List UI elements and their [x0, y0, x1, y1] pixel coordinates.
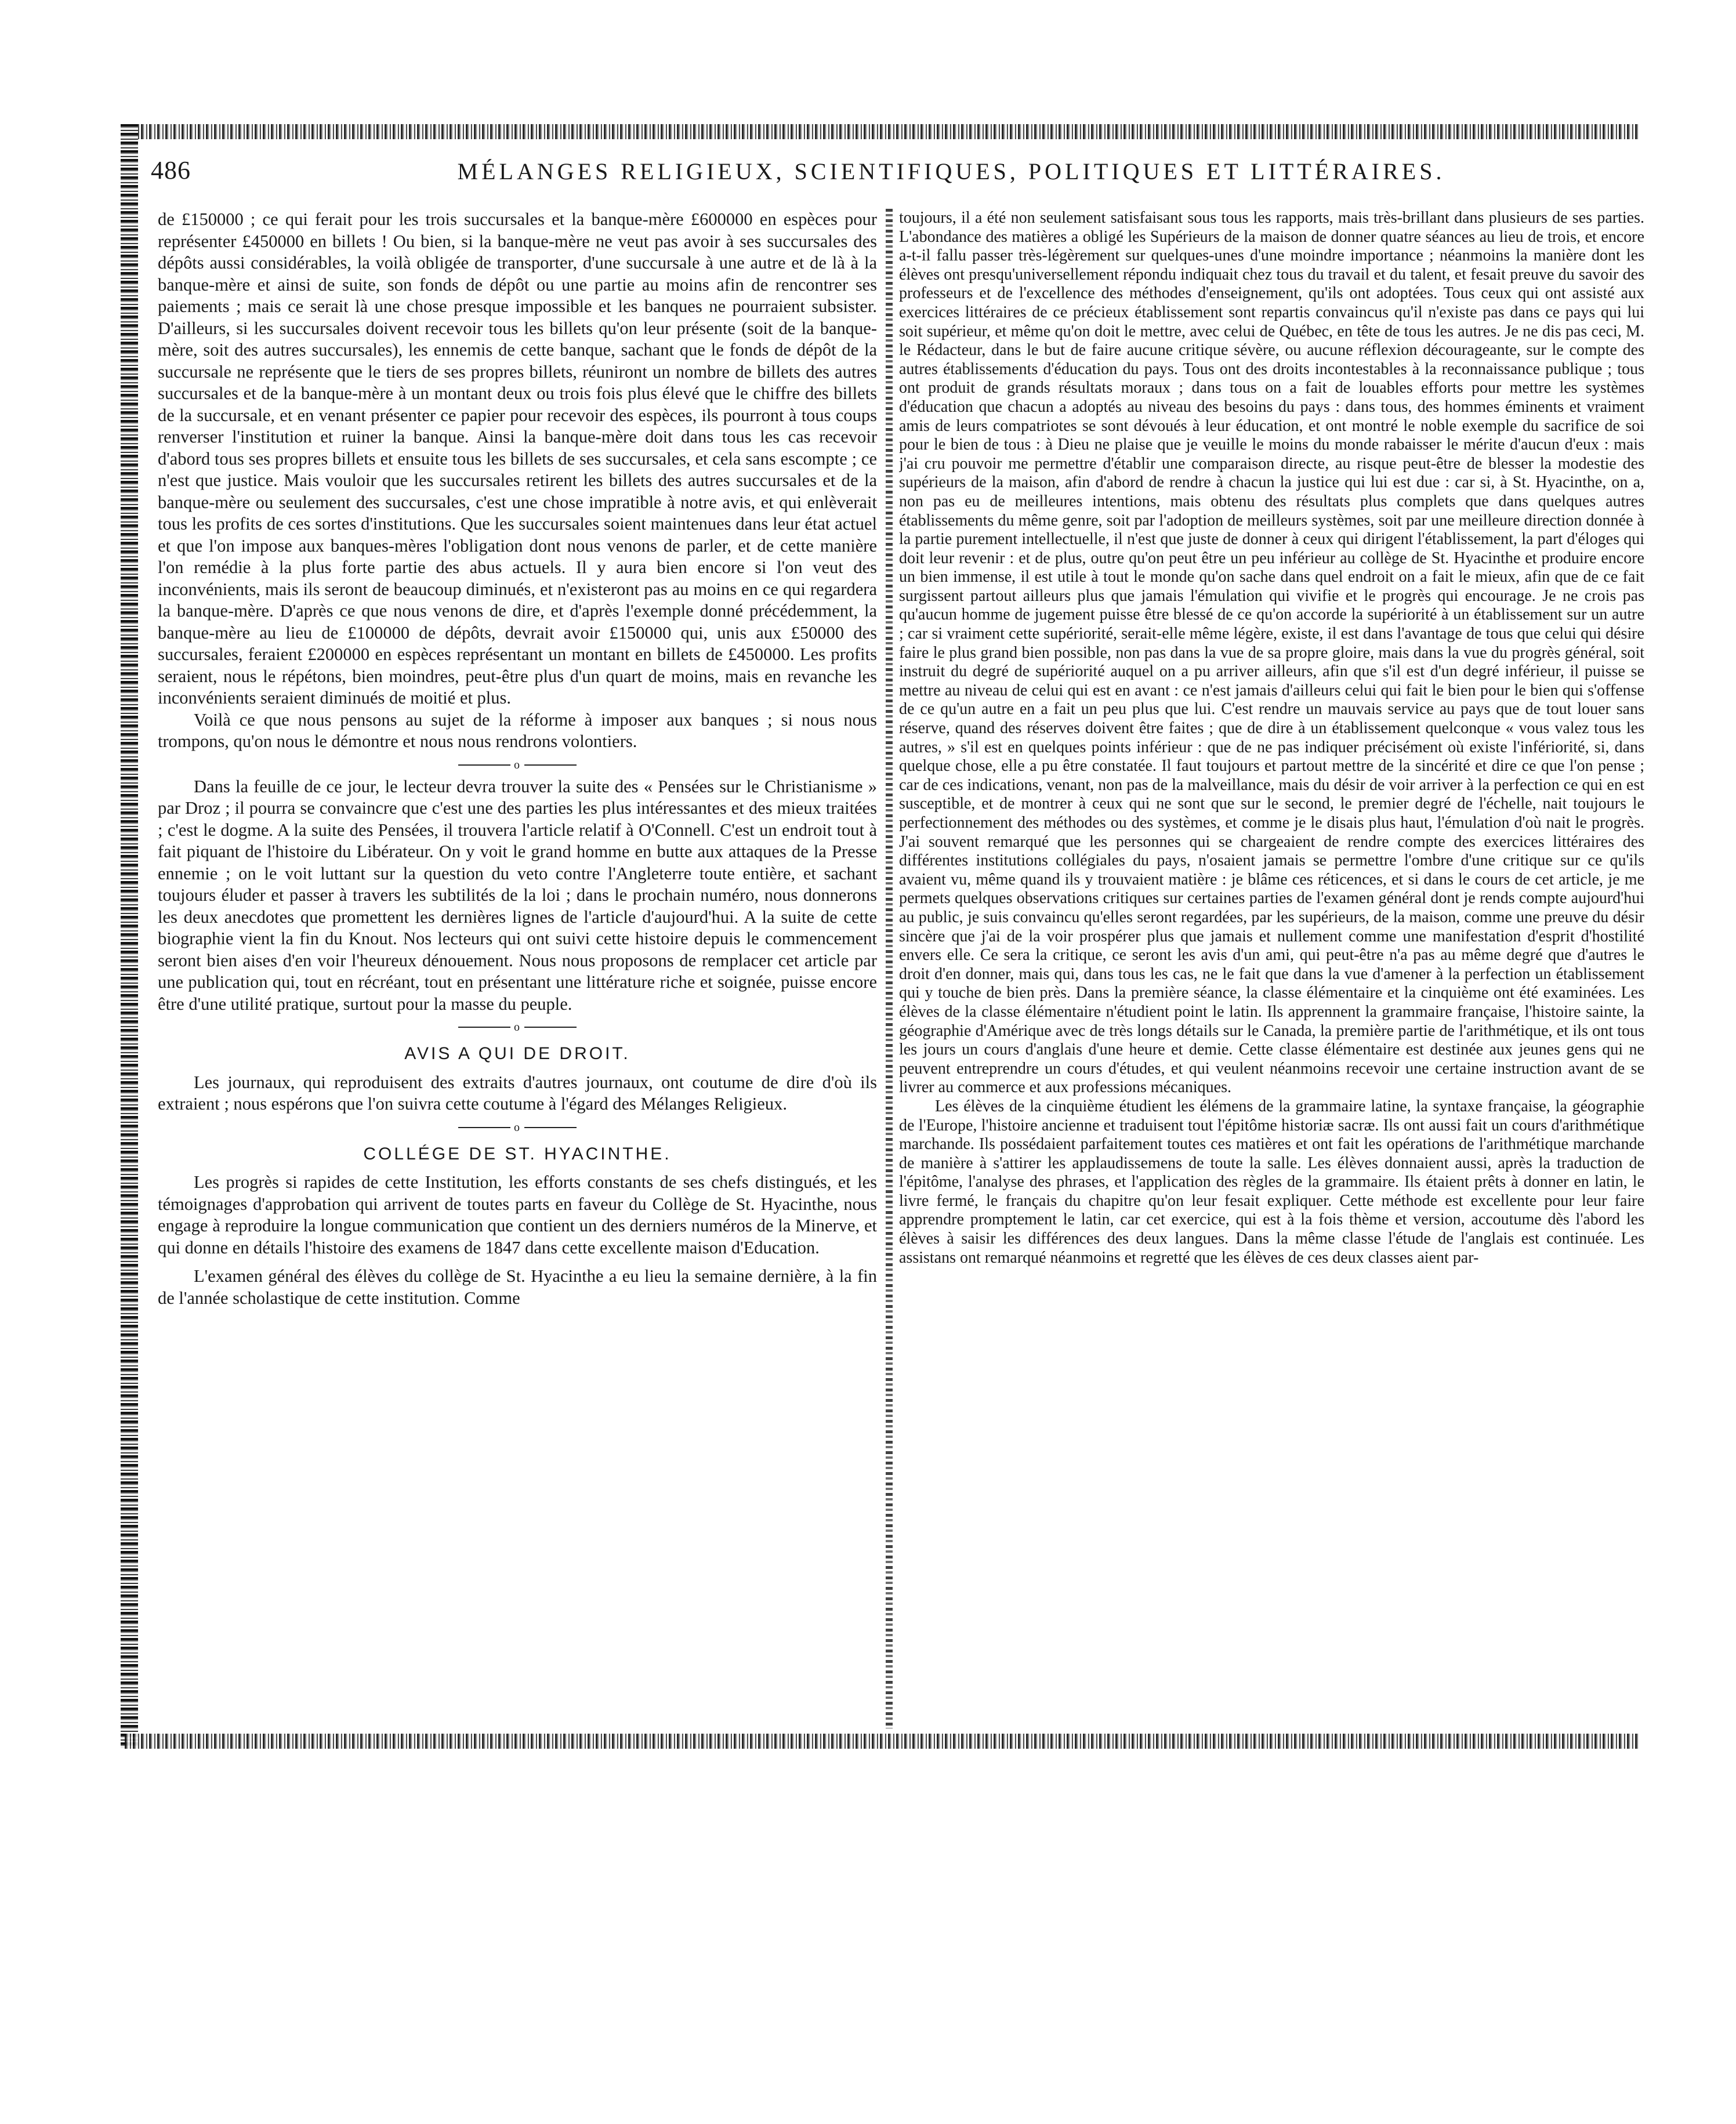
article-paragraph: Les élèves de la cinquième étudient les élémens de la grammaire latine, la syntaxe française, la géographie de l'Europe, l'histoire ancienne et traduisent tout l'épitôme historiæ sacræ. Ils ont aussi fait un cours d'arithmétique marchande. Ils possédaient parfaitement toutes ces matières et ont fait les opérations de l'arithmétique marchande de manière à s'attirer les applaudissemens de toute la salle. Les élèves donnaient aussi, après la traduction de l'épitôme, l'analyse des phrases, et l'application des règles de la grammaire. Ils étaient prêts à donner en latin, le livre fermé, le français du chapitre qu'on leur fesait expliquer. Cette méthode est excellente pour leur faire apprendre promptement le latin, car cet exercice, qui est à la fois thème et version, accoutume dès l'abord les élèves à saisir les différences des deux langues. Dans la même classe l'étude de l'anglais est continuée. Les assistans ont remarqué néanmoins et regretté que les élèves de ces deux classes aient par- — [899, 1097, 1644, 1267]
article-paragraph: de £150000 ; ce qui ferait pour les trois succursales et la banque-mère £600000 en espèces pour représenter £450000 en billets ! Ou bien, si la banque-mère ne veut pas avoir à ses succursales des dépôts aussi considérables, la voilà obligée de transporter, d'une succursale à une autre et de là à la banque-mère et ainsi de suite, son fonds de dépôt ou une partie au moins afin de rencontrer ses paiements ; mais ce serait là une chose presque impossible et les banques ne pourraient subsister. D'ailleurs, si les succursales doivent recevoir tous les billets qu'on leur présente (soit de la banque-mère, soit des autres succursales), les ennemis de cette banque, sachant que le fonds de dépôt de la succursale ne représente que le tiers de ses propres billets, réuniront un nombre de billets des autres succursales et de la banque-mère à un montant deux ou trois fois plus élevé que le chiffre des billets de la succursale, et en venant présenter ce papier pour recevoir des espèces, ils pourront à tous coups renverser l'institution et ruiner la banque. Ainsi la banque-mère doit dans tous les cas recevoir d'abord tous ses propres billets et ensuite tous les billets de ses succursales, et cela sans escompte ; ce n'est que justice. Mais vouloir que les succursales retirent les billets des autres succursales et de la banque-mère ou seulement des succursales, c'est une chose impratible à notre avis, et qui enlèverait tous les profits de ces sortes d'institutions. Que les succursales soient maintenues dans leur état actuel et que l'on impose aux banques-mères l'obligation dont nous venons de parler, et de cette manière l'on remédie à la plus forte partie des abus actuels. Il y aura bien encore si l'on veut des inconvénients, mais ils seront de beaucoup diminués, et n'existeront pas au moins en ce qui regardera la banque-mère. D'après ce que nous venons de dire, et d'après l'exemple donné précédemment, la banque-mère au lieu de £100000 de dépôts, devrait avoir £150000 qui, unis aux £50000 des succursales, feraient £200000 en espèces représentant un montant en billets de £450000. Les profits seraient, nous le répétons, bien moindres, peut-être plus d'un quart de moins, mais en revanche les inconvénients seraient diminués de moitié et plus. — [158, 209, 877, 708]
section-title-avis: AVIS A QUI DE DROIT. — [404, 1044, 630, 1063]
section-title-college: COLLÉGE DE ST. HYACINTHE. — [363, 1144, 672, 1164]
article-paragraph: Voilà ce que nous pensons au sujet de la réforme à imposer aux banques ; si nous nous trompons, qu'on nous le démontre et nous nous rendrons volontiers. — [158, 709, 877, 751]
article-paragraph: toujours, il a été non seulement satisfaisant sous tous les rapports, mais très-brillant dans plusieurs de ses parties. L'abondance des matières a obligé les Supérieurs de la maison de donner quatre séances au lieu de trois, et encore a-t-il fallu passer très-légèrement sur quelques-unes d'une moindre importance ; néanmoins la manière dont les élèves ont presqu'universellement répondu indiquait chez tous du travail et du talent, et fesait preuve du savoir des professeurs et de l'excellence des méthodes d'enseignement, qu'ils ont adoptées. Tous ceux qui ont assisté aux exercices littéraires de ce précieux établissement sont repartis convaincus qu'il n'existe pas dans ce pays qui lui soit supérieur, et même qu'on doit le mettre, avec celui de Québec, en tête de tous les autres. Je ne dis pas ceci, M. le Rédacteur, dans le but de faire aucune critique sévère, ou aucune réflexion décourageante, sur le compte des autres établissements d'éducation du pays. Tous ont des droits incontestables à la reconnaissance publique ; tous ont produit de grands résultats moraux ; dans tous on a fait de louables efforts pour mettre les systèmes d'éducation que chacun a adoptés au niveau des besoins du pays : dans tous, des hommes éminents et vraiment amis de leurs compatriotes se sont dévoués à leur éducation, et ont montré le noble exemple du sacrifice de soi pour le bien de tous : à Dieu ne plaise que je veuille le moins du monde rabaisser le mérite d'aucun d'eux : mais j'ai cru pouvoir me permettre d'établir une comparaison directe, au risque peut-être de blesser la modestie des supérieurs de la maison, afin d'abord de rendre à chacun la justice qui lui est due : car si, à St. Hyacinthe, on a, non pas eu de meilleures intentions, mais obtenu des résultats plus complets que dans quelques autres établissements du même genre, soit par l'adoption de meilleurs systèmes, soit par une meilleure direction donnée à la partie purement intellectuelle, il n'est que juste de donner à ceux qui dirigent l'établissement, la part d'éloges qui doit leur revenir : et de plus, outre qu'on peut être un peu inférieur au collège de St. Hyacinthe et produire encore un bien immense, il est utile à tout le monde qu'on sache dans quel endroit on a fait le mieux, afin que de ce fait surgissent partout ailleurs plus que jamais l'émulation qui vivifie et le progrès qui encourage. Je ne crois pas qu'aucun homme de jugement puisse être blessé de ce qu'on accorde la supériorité à un établissement sur un autre ; car si vraiment cette supériorité, serait-elle même légère, existe, il est dans l'avantage de tous que celui qui désire faire le plus grand bien possible, non pas dans la vue de sa propre gloire, mais dans la vue du progrès général, soit instruit du degré de supériorité auquel on a pu arriver ailleurs, afin que s'il est d'un degré inférieur, il puisse se mettre au niveau de celui qui est en avant : ce n'est jamais d'ailleurs celui qui fait le bien pour le bien qui s'offense de ce qu'un autre en a fait un peu plus que lui. C'est rendre un mauvais service au pays que de tout louer sans réserve, quand des réserves doivent être faites ; que de dire à un établissement quelconque « vous valez tous les autres, » s'il est en quelques points inférieur : que de ne pas indiquer précisément où existe l'infériorité, si, dans quelque chose, elle a pu être constatée. Il faut toujours et partout mettre de la sincérité et dire ce que l'on pense ; car de ces indications, venant, non pas de la malveillance, mais du désir de voir arriver à la perfection ce qui en est susceptible, et de montrer à ceux qui ne sont que sur le second, le premier degré de l'échelle, nait toujours le perfectionnement des méthodes ou des systèmes, et comme je le disais plus haut, l'émulation d'où nait le progrès. J'ai souvent remarqué que les personnes qui se chargeaient de rendre compte des exercices littéraires des différentes institutions collégiales du pays, n'osaient jamais se permettre l'ombre d'une critique sur ce qu'ils avaient vu, même quand ils y trouvaient matière : je blâme ces réticences, et si dans le cours de cet article, je me permets quelques observations critiques sur certaines parties de l'examen général dont je rends compte aujourd'hui au public, je suis convaincu qu'elles seront regardées, par les supérieurs, de la maison, comme une preuve du désir sincère que j'ai de la voir prospérer plus que jamais et nullement comme une manifestation d'esprit d'hostilité envers elle. Ce sera la critique, ce seront les avis d'un ami, qui peut-être n'a pas au même degré que d'autres le droit d'en donner, mais qui, dans tous les cas, ne le fait que dans la vue d'amener à la perfection un établissement qui y touche de bien près. Dans la première séance, la classe élémentaire et la cinquième ont été examinées. Les élèves de la classe élémentaire n'étudient point le latin. Ils apprennent la grammaire française, l'histoire sainte, la géographie d'Amérique avec de très longs détails sur le Canada, la première partie de l'arithmétique, et ils ont tous les jours un cours d'anglais d'une heure et demie. Cette classe élémentaire est destinée aux jeunes gens qui ne peuvent entreprendre un cours d'études, et qui veulent néanmoins recevoir une certaine instruction avant de se livrer au commerce et aux professions mécaniques. — [899, 209, 1644, 1097]
article-paragraph: Les progrès si rapides de cette Institution, les efforts constants de ses chefs distingués, et les témoignages d'approbation qui arrivent de toutes parts en faveur du Collège de St. Hyacinthe, nous engage à reproduire la longue communication que contient un des derniers numéros de la Minerve, et qui donne en détails l'histoire des examens de 1847 dans cette excellente maison d'Education. — [158, 1172, 877, 1257]
left-column — [158, 209, 877, 1728]
article-paragraph: Les journaux, qui reproduisent des extraits d'autres journaux, ont coutume de dire d'où ils extraient ; nous espérons que l'on suivra cette coutume à l'égard des Mélanges Religieux. — [158, 1072, 877, 1114]
right-column — [899, 209, 1644, 1728]
section-separator: o — [158, 1115, 877, 1139]
left-border-ornament — [121, 124, 138, 1748]
article-paragraph: L'examen général des élèves du collège de St. Hyacinthe a eu lieu la semaine dernière, à la fin de l'année scholastique de cette institution. Comme — [158, 1266, 877, 1308]
page-header — [151, 155, 1636, 190]
page-number: 486 — [151, 156, 191, 184]
section-separator: o — [158, 1015, 877, 1038]
running-title: MÉLANGES RELIGIEUX, SCIENTIFIQUES, POLITIQUES ET LITTÉRAIRES. — [457, 158, 1445, 184]
column-divider — [886, 209, 893, 1728]
top-border-ornament — [125, 124, 1639, 139]
bottom-border-ornament — [125, 1734, 1639, 1749]
section-separator: o — [158, 753, 877, 776]
article-paragraph: Dans la feuille de ce jour, le lecteur devra trouver la suite des « Pensées sur le Christianisme » par Droz ; il pourra se convaincre que c'est une des parties les plus intéressantes et des mieux traitées ; c'est le dogme. A la suite des Pensées, il trouvera l'article relatif à O'Connell. C'est un endroit tout à fait piquant de l'histoire du Libérateur. On y voit le grand homme en butte aux attaques de la Presse ennemie ; on le voit luttant sur la question du veto contre l'Angleterre toute entière, et sachant toujours éluder et passer à travers les subtilités de la loi ; dans le prochain numéro, nous donnerons les deux anecdotes que promettent les dernières lignes de l'article d'aujourd'hui. A la suite de cette biographie vient la fin du Knout. Nos lecteurs qui ont suivi cette histoire depuis le commencement seront bien aises d'en voir l'heureux dénouement. Nous nous proposons de remplacer cet article par une publication qui, tout en récréant, tout en présentant une littérature riche et soignée, puisse encore être d'une utilité pratique, surtout pour la masse du peuple. — [158, 776, 877, 1014]
